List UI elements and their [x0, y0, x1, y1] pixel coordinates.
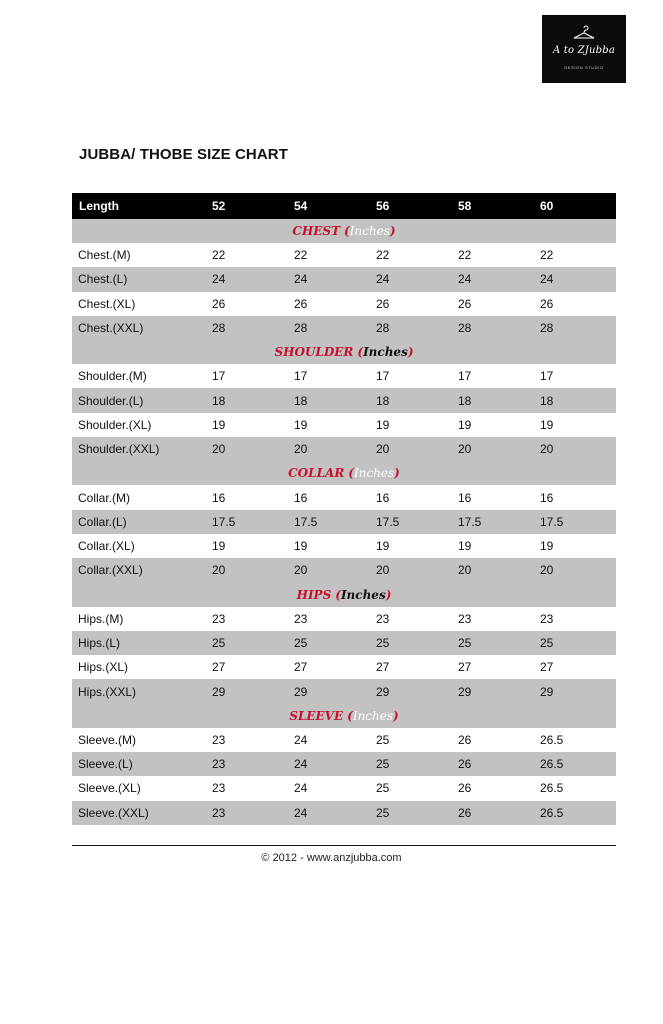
size-value: 26	[458, 805, 472, 820]
header-cell: Length	[79, 199, 119, 213]
size-value: 19	[294, 539, 308, 554]
table-row	[72, 679, 616, 703]
size-value: 20	[376, 563, 390, 578]
logo-brand: A to ZJubba	[553, 45, 615, 56]
table-row	[72, 364, 616, 388]
size-value: 17	[212, 369, 226, 384]
size-value: 20	[212, 563, 226, 578]
size-value: 24	[212, 272, 226, 287]
section-header-shoulder	[72, 340, 616, 364]
table-row	[72, 655, 616, 679]
row-label: Shoulder.(XXL)	[78, 442, 160, 457]
section-unit: (Inches)	[357, 345, 414, 360]
row-label: Hips.(XXL)	[78, 684, 137, 699]
size-value: 24	[294, 272, 308, 287]
row-label: Collar.(XXL)	[78, 563, 143, 578]
section-unit-text: Inches	[352, 708, 394, 723]
section-header-chest	[72, 219, 616, 243]
size-value: 26.5	[540, 757, 564, 772]
table-row	[72, 631, 616, 655]
size-value: 27	[458, 660, 472, 675]
size-value: 19	[376, 539, 390, 554]
table-row	[72, 728, 616, 752]
section-header-hips	[72, 583, 616, 607]
section-header-sleeve	[72, 704, 616, 728]
table-row	[72, 413, 616, 437]
section-title	[72, 340, 616, 364]
row-label: Shoulder.(L)	[78, 393, 144, 408]
size-value: 16	[540, 490, 554, 505]
table-row	[72, 388, 616, 412]
size-value: 26.5	[540, 732, 564, 747]
row-label: Hips.(L)	[78, 636, 121, 650]
size-value: 19	[540, 539, 554, 554]
section-unit: (Inches)	[344, 224, 396, 238]
size-value: 29	[458, 684, 472, 699]
size-value: 25	[212, 636, 226, 650]
table-row	[72, 607, 616, 631]
size-value: 18	[376, 393, 390, 408]
header-cell: 58	[458, 199, 472, 213]
table-row	[72, 437, 616, 461]
size-value: 17	[458, 369, 472, 384]
size-value: 23	[212, 781, 226, 796]
table-row	[72, 510, 616, 534]
size-value: 26	[294, 296, 308, 311]
table-row	[72, 752, 616, 776]
size-value: 26	[458, 732, 472, 747]
size-value: 28	[540, 321, 554, 336]
row-label: Sleeve.(M)	[78, 732, 137, 747]
section-title	[72, 704, 616, 728]
size-value: 20	[376, 442, 390, 457]
size-value: 16	[294, 490, 308, 505]
size-value: 25	[376, 636, 390, 650]
section-header-collar	[72, 461, 616, 485]
size-value: 20	[540, 442, 554, 457]
size-value: 16	[376, 490, 390, 505]
table-row	[72, 292, 616, 316]
row-label: Chest.(L)	[78, 272, 128, 287]
section-name: COLLAR	[288, 466, 345, 481]
size-chart-table	[72, 193, 616, 825]
table-row	[72, 243, 616, 267]
size-value: 25	[376, 757, 390, 772]
footer-divider	[72, 845, 616, 846]
size-value: 25	[458, 636, 472, 650]
section-title	[72, 219, 616, 243]
header-cell: 60	[540, 199, 554, 213]
size-value: 20	[458, 563, 472, 578]
size-value: 28	[294, 321, 308, 336]
footer-copyright: © 2012 - www.anzjubba.com	[261, 852, 402, 864]
hanger-icon	[572, 25, 596, 41]
size-value: 20	[458, 442, 472, 457]
size-value: 24	[294, 805, 308, 820]
row-label: Hips.(M)	[78, 611, 124, 626]
size-value: 16	[212, 490, 226, 505]
section-unit: (Inches)	[348, 466, 400, 481]
row-label: Chest.(XXL)	[78, 321, 144, 336]
size-value: 24	[294, 732, 308, 747]
size-value: 19	[212, 417, 226, 432]
size-value: 22	[458, 248, 472, 263]
size-value: 25	[376, 805, 390, 820]
size-value: 19	[294, 417, 308, 432]
row-label: Sleeve.(XXL)	[78, 805, 149, 820]
size-value: 24	[294, 757, 308, 772]
size-value: 23	[212, 732, 226, 747]
size-value: 19	[458, 417, 472, 432]
table-row	[72, 801, 616, 825]
size-value: 27	[212, 660, 226, 675]
size-value: 17.5	[212, 514, 236, 529]
size-value: 23	[212, 805, 226, 820]
size-value: 26	[212, 296, 226, 311]
size-value: 27	[376, 660, 390, 675]
table-row	[72, 776, 616, 800]
size-value: 17	[294, 369, 308, 384]
table-row	[72, 316, 616, 340]
section-title	[72, 583, 616, 607]
row-label: Chest.(XL)	[78, 296, 136, 311]
section-unit-text: Inches	[363, 345, 408, 360]
row-label: Shoulder.(M)	[78, 369, 147, 384]
row-label: Sleeve.(XL)	[78, 781, 141, 796]
size-value: 24	[376, 272, 390, 287]
size-value: 27	[540, 660, 554, 675]
size-value: 17.5	[376, 514, 400, 529]
row-label: Chest.(M)	[78, 248, 131, 263]
header-cell: 52	[212, 199, 226, 213]
table-header-row	[72, 193, 616, 219]
size-value: 18	[540, 393, 554, 408]
table-row	[72, 534, 616, 558]
row-label: Collar.(XL)	[78, 539, 135, 554]
size-value: 26.5	[540, 781, 564, 796]
size-value: 24	[294, 781, 308, 796]
row-label: Hips.(XL)	[78, 660, 129, 675]
size-value: 17.5	[294, 514, 318, 529]
section-name: CHEST	[292, 224, 341, 238]
size-value: 20	[294, 563, 308, 578]
section-name: SHOULDER	[274, 345, 354, 360]
header-cell: 54	[294, 199, 308, 213]
size-value: 23	[540, 611, 554, 626]
size-value: 23	[212, 611, 226, 626]
size-value: 22	[540, 248, 554, 263]
page-title: JUBBA/ THOBE SIZE CHART	[79, 146, 288, 163]
size-value: 28	[376, 321, 390, 336]
size-value: 26.5	[540, 805, 564, 820]
section-unit-text: Inches	[340, 587, 386, 602]
size-value: 19	[540, 417, 554, 432]
size-value: 27	[294, 660, 308, 675]
size-value: 26	[376, 296, 390, 311]
size-value: 16	[458, 490, 472, 505]
size-value: 29	[212, 684, 226, 699]
size-value: 29	[294, 684, 308, 699]
size-value: 20	[540, 563, 554, 578]
section-unit: (Inches)	[335, 587, 392, 602]
size-value: 20	[294, 442, 308, 457]
size-value: 26	[458, 781, 472, 796]
size-value: 25	[540, 636, 554, 650]
logo-tagline: DESIGN STUDIO	[564, 65, 604, 70]
section-unit-text: Inches	[349, 224, 390, 238]
row-label: Collar.(M)	[78, 490, 131, 505]
section-unit-text: Inches	[353, 466, 395, 481]
size-value: 17.5	[458, 514, 482, 529]
row-label: Collar.(L)	[78, 514, 127, 529]
size-value: 28	[212, 321, 226, 336]
table-row	[72, 485, 616, 509]
size-value: 22	[212, 248, 226, 263]
size-value: 17	[540, 369, 554, 384]
section-title	[72, 461, 616, 485]
size-value: 23	[294, 611, 308, 626]
table-row	[72, 267, 616, 291]
section-unit: (Inches)	[347, 708, 399, 723]
size-value: 29	[376, 684, 390, 699]
size-value: 17	[376, 369, 390, 384]
size-value: 22	[376, 248, 390, 263]
row-label: Sleeve.(L)	[78, 757, 133, 772]
size-value: 25	[376, 732, 390, 747]
size-value: 25	[294, 636, 308, 650]
size-value: 18	[458, 393, 472, 408]
size-value: 19	[376, 417, 390, 432]
size-value: 29	[540, 684, 554, 699]
size-value: 23	[458, 611, 472, 626]
size-value: 24	[458, 272, 472, 287]
size-value: 28	[458, 321, 472, 336]
size-value: 18	[212, 393, 226, 408]
size-value: 26	[458, 296, 472, 311]
size-value: 24	[540, 272, 554, 287]
size-value: 22	[294, 248, 308, 263]
row-label: Shoulder.(XL)	[78, 417, 152, 432]
size-value: 26	[458, 757, 472, 772]
size-value: 20	[212, 442, 226, 457]
size-value: 19	[212, 539, 226, 554]
section-name: SLEEVE	[289, 708, 344, 723]
size-value: 23	[376, 611, 390, 626]
header-cell: 56	[376, 199, 390, 213]
section-name: HIPS	[296, 587, 332, 602]
size-value: 25	[376, 781, 390, 796]
size-value: 17.5	[540, 514, 564, 529]
size-value: 18	[294, 393, 308, 408]
brand-logo	[542, 15, 626, 83]
size-value: 26	[540, 296, 554, 311]
table-row	[72, 558, 616, 582]
size-value: 19	[458, 539, 472, 554]
size-value: 23	[212, 757, 226, 772]
